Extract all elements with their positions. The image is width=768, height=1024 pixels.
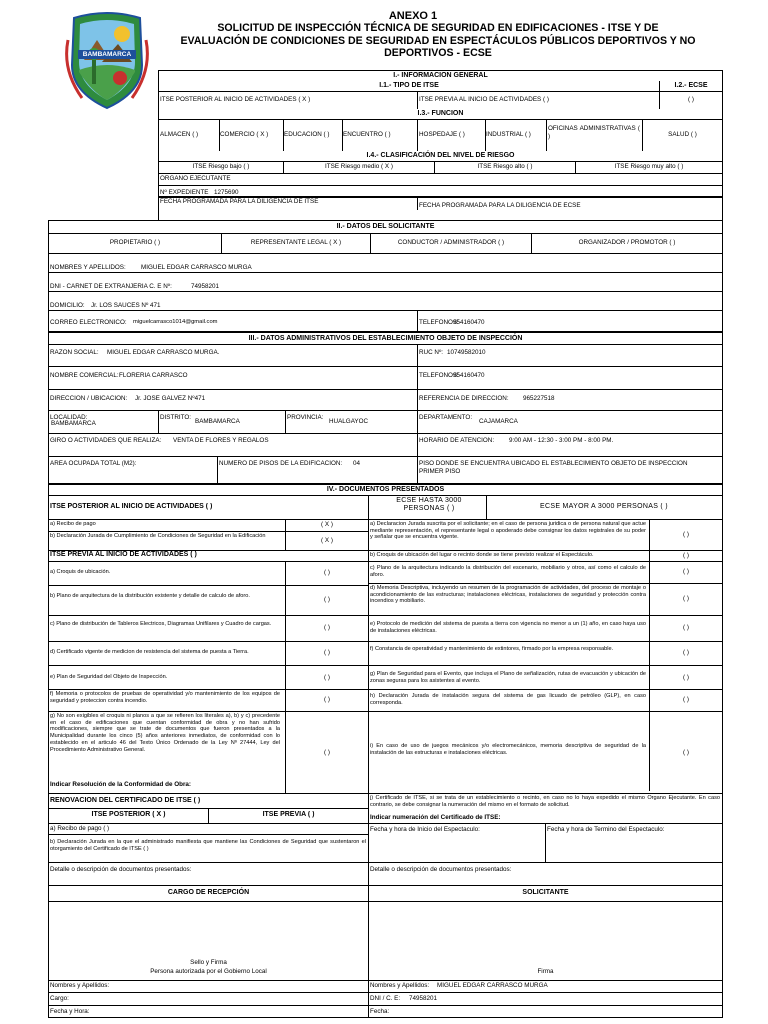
- bambamarca-shield-icon: [62, 10, 152, 110]
- giro-label: GIRO O ACTIVIDADES QUE REALIZA:: [50, 437, 162, 444]
- razon-label: RAZON SOCIAL:: [50, 349, 99, 356]
- itse-previa-option[interactable]: ITSE PREVIA AL INICIO DE ACTIVIDADES ( ): [419, 96, 549, 103]
- header: [48, 6, 723, 68]
- domicilio-label: DOMICILIO:: [50, 302, 85, 309]
- detalle-right: Detalle o descripción de documentos presentados:: [370, 866, 512, 873]
- piso-ubicado-label: PISO DONDE SE ENCUENTRA UBICADO EL ESTABLECIMIENTO OBJETO DE INSPECCION: [419, 460, 688, 467]
- funcion-educacion[interactable]: EDUCACION ( ): [284, 131, 330, 138]
- post-doc-b-mark[interactable]: ( X ): [321, 537, 333, 544]
- logo: [62, 10, 152, 110]
- ecse-doc-d: d) Memoria Descriptiva, incluyendo un resumen de la programación de actividades, del proceso de montaje o acondicionamiento de las estructuras; instalaciones eléctricas, instalaciones de seguridad y protección contra incendios y mobiliario.: [370, 585, 646, 605]
- dni-right-label: DNI / C. E:: [370, 995, 401, 1002]
- ruc-label: RUC Nº:: [419, 349, 443, 356]
- itse-posterior-head[interactable]: ITSE POSTERIOR AL INICIO DE ACTIVIDADES ( ): [50, 503, 213, 510]
- indicar-numeracion: Indicar numeración del Certificado de ITSE:: [370, 814, 501, 821]
- nombre-comercial-label: NOMBRE COMERCIAL:: [50, 372, 119, 379]
- domicilio-value[interactable]: Jr. LOS SAUCES Nº 471: [91, 302, 161, 309]
- localidad-value[interactable]: BAMBAMARCA: [51, 420, 96, 427]
- dni-label: DNI - CARNET DE EXTRANJERIA C. E Nº:: [50, 283, 172, 290]
- post-doc-a: a) Recibo de pago: [50, 521, 96, 527]
- previa-doc-a: a) Croquis de ubicación.: [50, 569, 111, 575]
- detalle-left: Detalle o descripción de documentos presentados:: [50, 866, 192, 873]
- persona-autorizada: Persona autorizada por el Gobierno Local: [150, 968, 267, 975]
- post-doc-b: b) Declaración Jurada de Cumplimiento de Condiciones de Seguridad en la Edificación: [50, 533, 266, 539]
- previa-doc-c: c) Plano de distribución de Tableros Electricos, Diagramas Unifilares y Cuadro de cargas.: [50, 621, 272, 627]
- ecse-hasta-head[interactable]: ECSE HASTA 3000 PERSONAS ( ): [396, 497, 462, 513]
- previa-doc-g: g) No son exigibles el croquis ni planos a que se refieren los literales a), b) y c) precedente en el caso de edificaciones que cuentan conformidad de obra y no han sufrido modificaciones, siempre que se trate de documentos que fueron presentados a la Municipalidad durante los cinco (5) años anteriores inmediatos, de conformidad con lo establecido en el articulo 46 del Texto Único Ordenado de la Ley Nº 27444, Ley del Procedimiento Administrativo General.: [50, 713, 280, 753]
- horario-value[interactable]: 9:00 AM - 12:30 - 3:00 PM - 8:00 PM.: [509, 437, 614, 444]
- previa-doc-a-mark[interactable]: ( ): [324, 569, 330, 576]
- logo-text: BAMBAMARCA: [82, 51, 132, 58]
- role-conductor[interactable]: CONDUCTOR / ADMINISTRADOR ( ): [397, 239, 505, 246]
- anexo-label: ANEXO 1: [388, 10, 438, 22]
- reno-declaracion[interactable]: b) Declaración Jurada en la que el administrado manifiesta que mantiene las Condiciones de Seguridad que sustentaron el otorgamiento del Certificado de ITSE ( ): [50, 839, 366, 852]
- funcion-industrial[interactable]: INDUSTRIAL ( ): [486, 131, 531, 138]
- organo-ejecutante: ORGANO EJECUTANTE: [160, 175, 231, 182]
- ecse-option[interactable]: ( ): [688, 96, 694, 103]
- referencia-label: REFERENCIA DE DIRECCION:: [419, 395, 509, 402]
- fecha-inicio[interactable]: Fecha y hora de Inicio del Espectaculo:: [370, 826, 480, 833]
- ecse-doc-i-mark[interactable]: ( ): [683, 749, 689, 756]
- expediente-label: Nº EXPEDIENTE: [160, 189, 209, 196]
- firma-label: Firma: [537, 968, 554, 975]
- dni-right-value[interactable]: 74958201: [409, 995, 438, 1002]
- ecse-doc-b-mark[interactable]: ( ): [683, 552, 689, 559]
- telefonos-label: TELEFONOS:: [419, 319, 459, 326]
- fecha-left[interactable]: Fecha y Hora:: [50, 1008, 90, 1015]
- tipo-itse-title: I.1.- TIPO DE ITSE: [159, 81, 660, 91]
- riesgo-title: I.4.- CLASIFICACIÓN DEL NIVEL DE RIESGO: [159, 151, 722, 162]
- provincia-label: PROVINCIA:: [287, 414, 324, 421]
- giro-value[interactable]: VENTA DE FLORES Y REGALOS: [173, 437, 269, 444]
- itse-posterior-option[interactable]: ITSE POSTERIOR AL INICIO DE ACTIVIDADES ( X ): [160, 96, 311, 103]
- ecse-doc-g: g) Plan de Seguridad para el Evento, que incluya el Plano de señalización, rutas de evacuación y ubicación de zonas seguras para los asistentes al evento.: [370, 671, 646, 684]
- certificado-j: j) Certificado de ITSE, si se trata de un establecimiento o recinto, en caso no lo haya expedido el mismo Organo Ejecutante. En caso contrario, se debe consignar la numeración del mismo en el formato de solicitud.: [370, 795, 720, 808]
- section-2-title: II.- DATOS DEL SOLICITANTE: [49, 221, 722, 234]
- renovacion-title[interactable]: RENOVACIÓN DEL CERTIFICADO DE ITSE ( ): [50, 797, 201, 804]
- ecse-mayor-head[interactable]: ECSE MAYOR A 3000 PERSONAS ( ): [540, 503, 668, 510]
- previa-doc-b-mark[interactable]: ( ): [324, 596, 330, 603]
- left-documents: [49, 519, 368, 788]
- nombre-comercial-value[interactable]: FLORERIA CARRASCO: [119, 372, 188, 379]
- funcion-salud[interactable]: SALUD ( ): [668, 131, 697, 138]
- area-label: AREA OCUPADA TOTAL (M2):: [50, 460, 137, 467]
- previa-doc-g-mark[interactable]: ( ): [324, 749, 330, 756]
- previa-doc-c-mark[interactable]: ( ): [324, 624, 330, 631]
- previa-doc-e: e) Plan de Seguridad del Objeto de Inspección.: [50, 674, 168, 680]
- renovacion-block: [49, 793, 368, 894]
- section-solicitante: [48, 220, 723, 332]
- ecse-doc-a: a) Declaracion Jurada suscrita por el solicitante; en el caso de persona juridica o de persona natural que actue mediante representación, el representante legal o apoderado debe consignar los datos registrales de su poder y señalar que se encuentra vigente.: [370, 521, 646, 541]
- riesgo-muy-alto[interactable]: ITSE Riesgo muy alto ( ): [614, 163, 684, 170]
- distrito-label: DISTRITO:: [160, 414, 192, 421]
- previa-doc-f: f) Memoria o protocolos de pruebas de operatividad y/o mantenimiento de los equipos de seguridad y proteccion contra incendio.: [50, 691, 280, 704]
- ecse-title: I.2.- ECSE: [660, 81, 722, 91]
- itse-previa-head[interactable]: ITSE PREVIA AL INICIO DE ACTIVIDADES ( ): [50, 551, 197, 558]
- razon-value[interactable]: MIGUEL EDGAR CARRASCO MURGA.: [107, 349, 220, 356]
- ecse-doc-h-mark[interactable]: ( ): [683, 696, 689, 703]
- referencia-value[interactable]: 965227518: [523, 395, 555, 402]
- nombres-right-label: Nombres y Apellidos:: [370, 982, 430, 989]
- roles-row: [49, 233, 722, 254]
- riesgo-alto[interactable]: ITSE Riesgo alto ( ): [477, 163, 533, 170]
- nombres-left[interactable]: Nombres y Apellidos:: [50, 982, 110, 989]
- correo-label: CORREO ELECTRONICO:: [50, 319, 127, 326]
- distrito-value[interactable]: BAMBAMARCA: [195, 418, 240, 425]
- fecha-itse-label: FECHA PROGRAMADA PARA LA DILIGENCIA DE ITSE: [160, 198, 319, 205]
- ecse-doc-a-mark[interactable]: ( ): [683, 531, 689, 538]
- previa-doc-d: d) Certificado vigente de medicion de resistencia del sistema de puesta a Tierra.: [50, 649, 249, 655]
- title-line-3: DEPORTIVOS - ECSE: [384, 47, 492, 59]
- ecse-doc-h: h) Declaración Jurada de instalación segura del sistema de gas licuado de petróleo (GLP), en caso corresponda.: [370, 693, 646, 706]
- section-establecimiento: [48, 332, 723, 484]
- expediente-value[interactable]: 1275690: [214, 189, 239, 196]
- horario-label: HORARIO DE ATENCION:: [419, 437, 495, 444]
- previa-doc-e-mark[interactable]: ( ): [324, 674, 330, 681]
- section-1-title: I.- INFORMACION GENERAL: [159, 71, 722, 82]
- role-organizador[interactable]: ORGANIZADOR / PROMOTOR ( ): [578, 239, 676, 246]
- post-doc-a-mark[interactable]: ( X ): [321, 521, 333, 528]
- telefonos-est-value[interactable]: 954160470: [453, 372, 485, 379]
- section-documentos: [48, 484, 723, 895]
- ecse-doc-e: e) Protocolo de medición del sistema de puesta a tierra con vigencia no menor a un (1) año, en caso haya uso de instalaciones eléctricas.: [370, 621, 646, 634]
- previa-doc-f-mark[interactable]: ( ): [324, 696, 330, 703]
- form-page: [48, 6, 723, 1018]
- section-3-title: III.- DATOS ADMINISTRATIVOS DEL ESTABLECIMIENTO OBJETO DE INSPECCIÓN: [49, 333, 722, 345]
- ecse-doc-b: b) Croquis de ubicación del lugar o recinto donde se tiene previsto realizar el Espectáculo.: [370, 552, 594, 558]
- funcion-title: I.3.- FUNCION: [159, 109, 722, 120]
- ecse-doc-e-mark[interactable]: ( ): [683, 624, 689, 631]
- funcion-almacen[interactable]: ALMACEN ( ): [160, 131, 199, 138]
- ecse-doc-c-mark[interactable]: ( ): [683, 568, 689, 575]
- departamento-value[interactable]: CAJAMARCA: [479, 418, 518, 425]
- ecse-doc-d-mark[interactable]: ( ): [683, 595, 689, 602]
- ecse-doc-g-mark[interactable]: ( ): [683, 674, 689, 681]
- title-line-1: SOLICITUD DE INSPECCIÓN TÉCNICA DE SEGURIDAD EN EDIFICACIONES - ITSE Y DE: [217, 22, 659, 34]
- previa-doc-b: b) Plano de arquitectura de la distribución existente y detalle de calculo de aforo.: [50, 593, 250, 599]
- reno-posterior[interactable]: ITSE POSTERIOR ( X ): [91, 811, 166, 818]
- ruc-value[interactable]: 10749582010: [447, 349, 486, 356]
- funcion-comercio[interactable]: COMERCIO ( X ): [220, 131, 269, 138]
- certificado-block: [369, 793, 722, 894]
- ecse-doc-c: c) Plano de la arquitectura indicando la distribución del escenario, mobiliario y otros, así como el calculo de aforo.: [370, 565, 646, 578]
- title-line-2: EVALUACIÓN DE CONDICIONES DE SEGURIDAD EN ESPECTÁCULOS PÚBLICOS DEPORTIVOS Y NO: [180, 34, 696, 47]
- funcion-encuentro[interactable]: ENCUENTRO ( ): [343, 131, 391, 138]
- telefonos-value[interactable]: 954160470: [453, 319, 485, 326]
- departamento-label: DEPARTAMENTO:: [419, 414, 473, 421]
- solicitante-title: SOLICITANTE: [369, 889, 722, 896]
- fecha-termino[interactable]: Fecha y hora de Termino del Espectaculo:: [547, 826, 665, 833]
- role-propietario[interactable]: PROPIETARIO ( ): [109, 239, 161, 246]
- pisos-label: NUMERO DE PISOS DE LA EDIFICACION:: [219, 460, 343, 467]
- section-general-info: [158, 70, 723, 232]
- funcion-row: [159, 119, 722, 152]
- localidad-label: LOCALIDAD:: [50, 414, 88, 421]
- section-4-title: IV.- DOCUMENTOS PRESENTADOS: [49, 485, 722, 496]
- dni-value[interactable]: 74958201: [191, 283, 220, 290]
- nombres-right-value[interactable]: MIGUEL EDGAR CARRASCO MURGA: [437, 982, 548, 989]
- direccion-value[interactable]: Jr. JOSE GALVEZ Nº471: [135, 395, 206, 402]
- funcion-oficinas[interactable]: OFICINAS ADMINISTRATIVAS ( ): [548, 125, 640, 140]
- fecha-ecse-label: FECHA PROGRAMADA PARA LA DILIGENCIA DE ECSE: [419, 202, 581, 209]
- telefonos-est-label: TELEFONOS:: [419, 372, 459, 379]
- nombres-value[interactable]: MIGUEL EDGAR CARRASCO MURGA: [141, 264, 252, 271]
- ecse-doc-f-mark[interactable]: ( ): [683, 649, 689, 656]
- previa-doc-d-mark[interactable]: ( ): [324, 649, 330, 656]
- reno-recibo[interactable]: a) Recibo de pago ( ): [50, 825, 110, 832]
- pisos-value[interactable]: 04: [353, 460, 361, 467]
- sello-firma: Sello y Firma: [190, 959, 227, 966]
- right-documents: [369, 519, 722, 791]
- indicar-resolucion: Indicar Resolución de la Conformidad de Obra:: [50, 781, 192, 788]
- cargo-left[interactable]: Cargo:: [50, 995, 69, 1002]
- direccion-label: DIRECCION / UBICACION:: [50, 395, 128, 402]
- cargo-recepcion-title: CARGO DE RECEPCIÓN: [49, 889, 368, 896]
- footer-signatures: [48, 885, 723, 1018]
- provincia-value[interactable]: HUALGAYOC: [329, 418, 369, 425]
- nombres-label: NOMBRES Y APELLIDOS:: [50, 264, 126, 271]
- piso-ubicado-value[interactable]: PRIMER PISO: [419, 468, 461, 475]
- ecse-doc-f: f) Constancia de operatividad y mantenimiento de extintores, firmado por la empresa responsable.: [370, 646, 614, 652]
- correo-value[interactable]: miguelcarrasco1014@gmail.com: [133, 319, 218, 325]
- riesgo-bajo[interactable]: ITSE Riesgo bajo ( ): [192, 163, 250, 170]
- reno-previa[interactable]: ITSE PREVIA ( ): [262, 811, 315, 818]
- funcion-hospedaje[interactable]: HOSPEDAJE ( ): [419, 131, 465, 138]
- riesgo-medio[interactable]: ITSE Riesgo medio ( X ): [325, 163, 393, 170]
- role-representante[interactable]: REPRESENTANTE LEGAL ( X ): [250, 239, 342, 246]
- fecha-right[interactable]: Fecha:: [370, 1008, 390, 1015]
- ecse-doc-i: i) En caso de uso de juegos mecánicos y/o electromecánicos, memoria descriptiva de seguridad de la instalación de las estructuras e instalaciones eléctricas.: [370, 743, 646, 756]
